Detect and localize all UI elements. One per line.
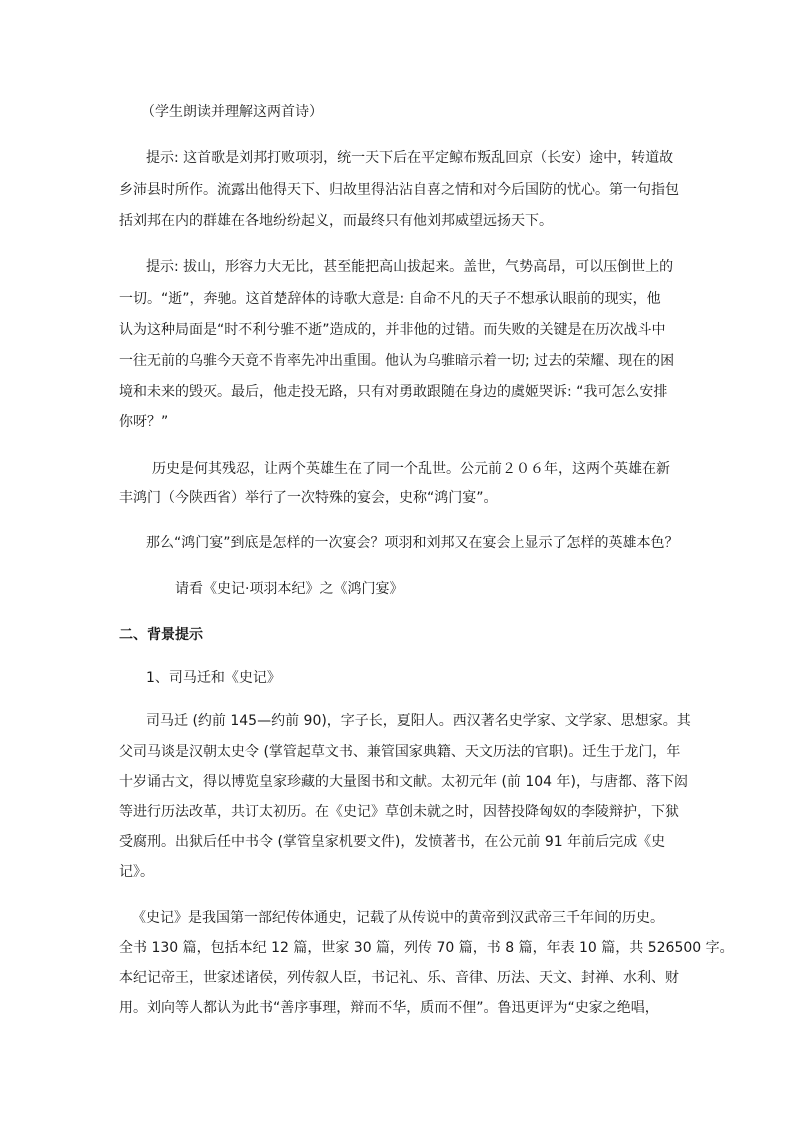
tip-2-line-1: 提示: 拔山，形容力大无比，甚至能把高山拔起来。盖世，气势高昂，可以压倒世上的 <box>146 259 674 275</box>
history-line-2: 丰鸿门（今陕西省）举行了一次特殊的宴会，史称“鸿门宴”。 <box>119 490 498 506</box>
tip-2-line-5: 境和未来的毁灭。最后，他走投无路，只有对勇敢跟随在身边的虞姬哭诉: “我可怎么安排 <box>119 384 668 400</box>
tip-2-line-4: 一往无前的乌骓今天竟不肯率先冲出重围。他认为乌骓暗示着一切; 过去的荣耀、现在的困 <box>119 353 675 369</box>
shiji-line-1: 《史记》是我国第一部纪传体通史，记载了从传说中的黄帝到汉武帝三千年间的历史。 <box>132 910 664 926</box>
tip-1-line-2: 乡沛县时所作。流露出他得天下、归故里得沾沾自喜之情和对今后国防的忧心。第一句指包 <box>119 182 679 198</box>
simaqian-line-5: 受腐刑。出狱后任中书令 (掌管皇家机要文件)，发愤著书，在公元前 91 年前后完成《史 <box>119 834 666 850</box>
shiji-line-2: 全书 130 篇，包括本纪 12 篇，世家 30 篇，列传 70 篇，书 8 篇，年表 10 篇，共 526500 字。 <box>119 940 734 956</box>
tip-1-line-3: 括刘邦在内的群雄在各地纷纷起义，而最终只有他刘邦威望远扬天下。 <box>119 213 553 229</box>
tip-2-line-3: 认为这种局面是“时不利兮骓不逝”造成的，并非他的过错。而失败的关键是在历次战斗中 <box>119 322 666 338</box>
section-title: 二、背景提示 <box>119 627 203 643</box>
question-line: 那么“鸿门宴”到底是怎样的一次宴会？项羽和刘邦又在宴会上显示了怎样的英雄本色？ <box>146 535 679 551</box>
subsection-title: 1、司马迁和《史记》 <box>146 670 281 686</box>
reading-instruction: （学生朗读并理解这两首诗） <box>141 104 323 120</box>
tip-2-line-2: 一切。“逝”，奔驰。这首楚辞体的诗歌大意是: 自命不凡的天子不想承认眼前的现实，他 <box>119 291 661 307</box>
simaqian-line-3: 十岁诵古文，得以博览皇家珍藏的大量图书和文献。太初元年 (前 104 年)，与唐都、落下闳 <box>119 774 688 790</box>
simaqian-line-1: 司马迁 (约前 145—约前 90)，字子长，夏阳人。西汉著名史学家、文学家、思想家。其 <box>146 713 691 729</box>
shiji-line-4: 用。刘向等人都认为此书“善序事理，辩而不华，质而不俚”。鲁迅更评为“史家之绝唱， <box>119 1000 659 1016</box>
simaqian-line-2: 父司马谈是汉朝太史令 (掌管起草文书、兼管国家典籍、天文历法的官职)。迁生于龙门，年 <box>119 744 681 760</box>
simaqian-line-4: 等进行历法改革，共订太初历。在《史记》草创未就之时，因替投降匈奴的李陵辩护，下狱 <box>119 804 679 820</box>
shiji-line-3: 本纪记帝王，世家述诸侯，列传叙人臣，书记礼、乐、音律、历法、天文、封禅、水利、财 <box>119 970 679 986</box>
history-line-1: 历史是何其残忍，让两个英雄生在了同一个乱世。公元前２０６年，这两个英雄在新 <box>152 461 670 477</box>
tip-2-line-6: 你呀？” <box>119 414 169 430</box>
tip-1-line-1: 提示: 这首歌是刘邦打败项羽，统一天下后在平定鲸布叛乱回京（长安）途中，转道故 <box>146 150 674 166</box>
simaqian-line-6: 记》。 <box>119 864 154 880</box>
see-reference: 请看《史记·项羽本纪》之《鸿门宴》 <box>175 581 404 597</box>
